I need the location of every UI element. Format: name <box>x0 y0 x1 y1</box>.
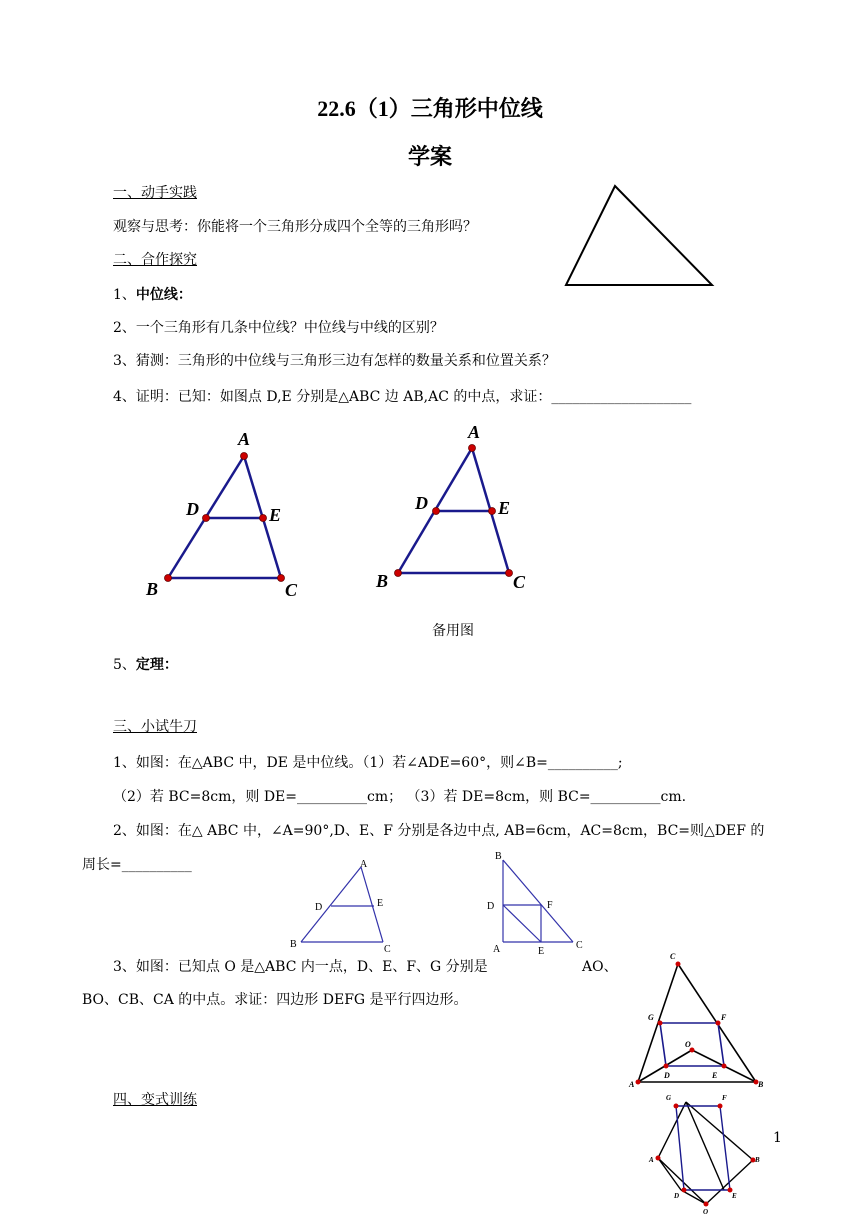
label-O: O <box>685 1040 691 1049</box>
label-C: C <box>670 952 676 961</box>
item-1-label: 中位线： <box>135 287 192 303</box>
label-E: E <box>498 498 511 518</box>
question-2b: 周长=__________ <box>82 857 192 873</box>
question-1b: （2）若 BC=8cm，则 DE=__________cm； （3）若 DE=8cm，则 BC=__________cm. <box>113 789 687 805</box>
label-D: D <box>186 499 199 519</box>
label-B: B <box>495 851 502 862</box>
question-1-figure <box>286 855 406 957</box>
label-D: D <box>315 902 323 913</box>
section-heading-1: 一、动手实践 <box>113 185 197 201</box>
page-subtitle: 学案 <box>407 144 452 169</box>
question-3b: BO、CB、CA 的中点。求证：四边形 DEFG 是平行四边形。 <box>82 992 468 1008</box>
question-3a-tail: AO、 <box>582 959 618 975</box>
plain-triangle-figure <box>560 180 720 292</box>
label-F: F <box>547 900 553 911</box>
question-1a: 1、如图：在△ABC 中，DE 是中位线。（1）若∠ADE=60°，则∠B=__________; <box>113 755 623 771</box>
label-D: D <box>664 1071 670 1080</box>
label-E: E <box>377 898 384 909</box>
label-A: A <box>649 1156 654 1164</box>
item-4: 4、证明：已知：如图点 D,E 分别是△ABC 边 AB,AC 的中点，求证：____________________ <box>113 389 692 405</box>
item-5-label: 定理： <box>135 657 178 673</box>
item-2: 2、一个三角形有几条中位线？中位线与中线的区别？ <box>113 320 444 336</box>
label-B: B <box>290 939 297 950</box>
label-E: E <box>712 1071 718 1080</box>
label-D: D <box>674 1192 680 1200</box>
label-A: A <box>629 1080 635 1089</box>
question-2a: 2、如图：在△ ABC 中，∠A=90°,D、E、F 分别是各边中点, AB=6cm，AC=8cm，BC=则△DEF 的 <box>113 823 765 839</box>
section-heading-3: 三、小试牛刀 <box>113 719 197 735</box>
label-F: F <box>722 1094 727 1102</box>
label-B: B <box>146 579 159 599</box>
label-O: O <box>703 1208 709 1216</box>
label-E: E <box>269 505 282 525</box>
label-G: G <box>648 1013 654 1022</box>
label-B: B <box>758 1080 764 1089</box>
question-2-figure <box>484 845 594 960</box>
label-A: A <box>468 422 481 442</box>
page-number: 1 <box>773 1130 782 1146</box>
question-3a: 3、如图：已知点 O 是△ABC 内一点，D、E、F、G 分别是 <box>113 959 488 975</box>
observe-text: 观察与思考：你能将一个三角形分成四个全等的三角形吗？ <box>113 219 477 235</box>
label-C: C <box>513 572 526 592</box>
label-A: A <box>238 429 251 449</box>
section-heading-4: 四、变式训练 <box>113 1092 197 1108</box>
label-G: G <box>666 1094 672 1102</box>
label-D: D <box>415 493 428 513</box>
spare-figure-caption: 备用图 <box>432 623 474 639</box>
label-B: B <box>755 1156 760 1164</box>
label-F: F <box>721 1013 727 1022</box>
label-D: D <box>487 901 495 912</box>
item-1 <box>113 284 192 304</box>
item-5 <box>113 654 178 674</box>
midline-triangle-figure-1 <box>140 425 310 605</box>
label-A: A <box>360 859 368 870</box>
midline-triangle-figure-2 <box>370 420 540 600</box>
label-E: E <box>732 1192 737 1200</box>
label-E: E <box>538 946 545 957</box>
label-B: B <box>376 571 389 591</box>
variant-figure <box>646 1086 766 1216</box>
label-C: C <box>285 580 298 600</box>
question-3-figure <box>626 946 766 1091</box>
item-3: 3、猜测：三角形的中位线与三角形三边有怎样的数量关系和位置关系？ <box>113 353 556 369</box>
item-1-number: 1、 <box>113 287 136 303</box>
label-A: A <box>493 944 501 955</box>
label-C: C <box>576 940 583 951</box>
section-heading-2: 二、合作探究 <box>113 252 197 268</box>
label-C: C <box>384 944 391 955</box>
page-title: 22.6（1）三角形中位线 <box>317 96 543 121</box>
item-5-number: 5、 <box>113 657 136 673</box>
